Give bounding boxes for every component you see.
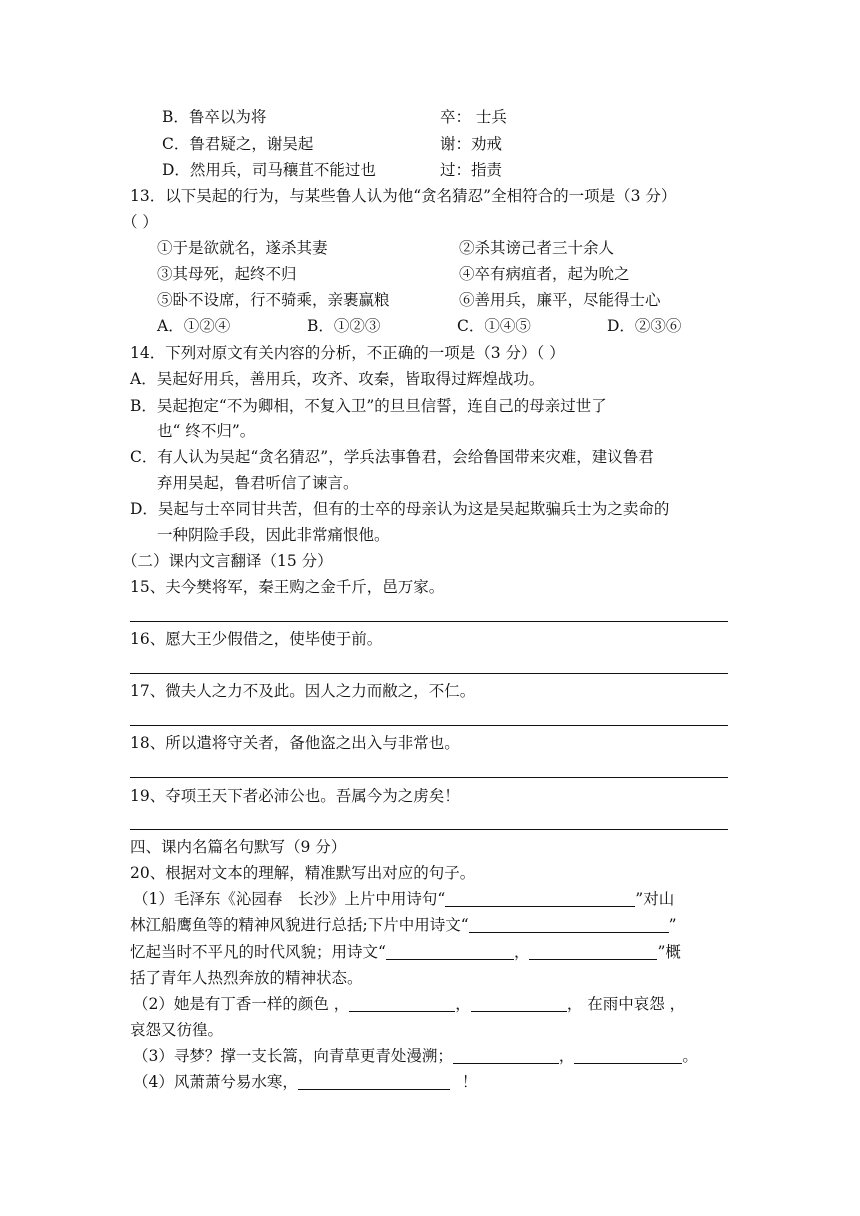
q20-stem: 20、根据对文本的理解，精准默写出对应的句子。 [130,864,476,882]
q20-1-text-g: ”概 [657,943,681,961]
q20-1-text-c: 林江船鹰鱼等的精神风貌进行总括;下片中用诗文“ [130,916,469,934]
q13-choice-d: D．②③⑥ [607,317,682,335]
q20-4-text-a: （4）风萧萧兮易水寒， [133,1073,298,1091]
translation-19-answer-line[interactable] [130,829,728,830]
q14-option-c-line2: 弃用吴起，鲁君听信了谏言。 [157,474,359,492]
q20-3-line [133,1046,698,1066]
q13-choice-a: A．①②④ [157,317,231,335]
q14-option-c-line1: C．有人认为吴起“贪名猜忍”，学兵法事鲁君，会给鲁国带来灾难，建议鲁君 [130,448,654,466]
section4-heading: 四、课内名篇名句默写（9 分） [130,838,347,856]
q14-option-d-line2: 一种阴险手段，因此非常痛恨他。 [157,526,390,544]
translation-16-prompt: 16、愿大王少假借之，使毕使于前。 [130,630,383,648]
translation-15-prompt: 15、夫今樊将军，秦王购之金千斤，邑万家。 [130,578,445,596]
q12-option-c: C．鲁君疑之，谢吴起 [162,135,314,153]
q12-gloss-c: 谢：劝戒 [440,135,503,153]
translation-19-prompt: 19、夺项王天下者必沛公也。吾属今为之虏矣！ [130,787,460,805]
q20-3-blank-1[interactable] [453,1047,559,1064]
q14-option-a: A．吴起好用兵，善用兵，攻齐、攻秦，皆取得过辉煌战功。 [130,370,545,388]
q12-gloss-d: 过：指责 [440,161,503,179]
q20-3-text-c: 。 [682,1047,698,1065]
q13-answer-paren: （ ） [122,213,158,231]
q20-2-text-b: ， [455,995,471,1013]
q20-1-text-a: （1）毛泽东《沁园春 长沙》上片中用诗句“ [133,890,446,908]
translation-18-answer-line[interactable] [130,777,728,778]
q20-2-line2: 哀怨又彷徨。 [130,1021,224,1039]
q20-2-text-c: ， 在雨中哀怨 ， [566,995,686,1013]
q12-option-d: D．然用兵，司马穰苴不能过也 [162,161,376,179]
q14-option-b-line1: B．吴起抱定“不为卿相，不复入卫”的旦旦信誓，连自己的母亲过世了 [130,397,607,415]
q13-item-6: ⑥善用兵，廉平，尽能得士心 [459,291,661,309]
q13-choice-b: B．①②③ [307,317,381,335]
q20-4-blank-1[interactable] [298,1073,450,1090]
translation-15-answer-line[interactable] [130,621,728,622]
q20-1-text-f: ， [513,943,530,961]
q20-1-blank-2[interactable] [469,916,669,933]
q20-4-text-b: ！ [461,1073,478,1091]
q20-2-blank-1[interactable] [349,995,455,1012]
q20-1-text-e: 忆起当时不平凡的时代风貌；用诗文“ [130,943,386,961]
q13-item-1: ①于是欲就名，遂杀其妻 [157,239,328,257]
q12-option-b: B．鲁卒以为将 [162,108,267,126]
q13-item-5: ⑤卧不设席，行不骑乘，亲裹赢粮 [157,291,390,309]
translation-17-answer-line[interactable] [130,725,728,726]
q20-1-text-d: ” [668,916,677,934]
q20-3-blank-2[interactable] [574,1047,682,1064]
q20-2-blank-2[interactable] [471,995,567,1012]
q20-1-blank-3[interactable] [386,943,514,960]
q13-item-4: ④卒有病疽者，起为吮之 [459,265,630,283]
q13-stem: 13．以下吴起的行为，与某些鲁人认为他“贪名猜忍”全相符合的一项是（3 分） [130,187,677,205]
q20-1-line4: 括了青年人热烈奔放的精神状态。 [130,969,363,987]
translation-16-answer-line[interactable] [130,673,728,674]
section2-heading: （二）课内文言翻译（15 分） [122,552,333,570]
q20-1-blank-1[interactable] [445,890,635,907]
q13-item-3: ③其母死，起终不归 [157,265,297,283]
q20-3-text-a: （3）寻梦？撑一支长篙，向青草更青处漫溯； [133,1047,453,1065]
q14-stem: 14．下列对原文有关内容的分析，不正确的一项是（3 分）（ ） [130,344,565,362]
q12-gloss-b: 卒： 士兵 [440,108,507,126]
q13-choice-c: C．①④⑤ [457,317,531,335]
q20-4-line [133,1072,477,1092]
q20-1-line1 [133,889,674,909]
translation-17-prompt: 17、微夫人之力不及此。因人之力而敝之，不仁。 [130,682,476,700]
q14-option-b-line2: 也“ 终不归”。 [157,422,256,440]
q20-1-blank-4[interactable] [529,943,657,960]
q14-option-d-line1: D．吴起与士卒同甘共苦，但有的士卒的母亲认为这是吴起欺骗兵士为之卖命的 [130,500,670,518]
q20-1-text-b: ”对山 [635,890,675,908]
q20-3-text-b: ， [558,1047,575,1065]
q20-1-line2 [130,915,677,935]
q20-2-line1 [133,994,685,1014]
q13-item-2: ②杀其谤己者三十余人 [459,239,615,257]
translation-18-prompt: 18、所以遣将守关者，备他盗之出入与非常也。 [130,734,460,752]
q20-2-text-a: （2）她是有丁香一样的颜色 ， [133,995,350,1013]
q20-1-line3 [130,942,681,962]
